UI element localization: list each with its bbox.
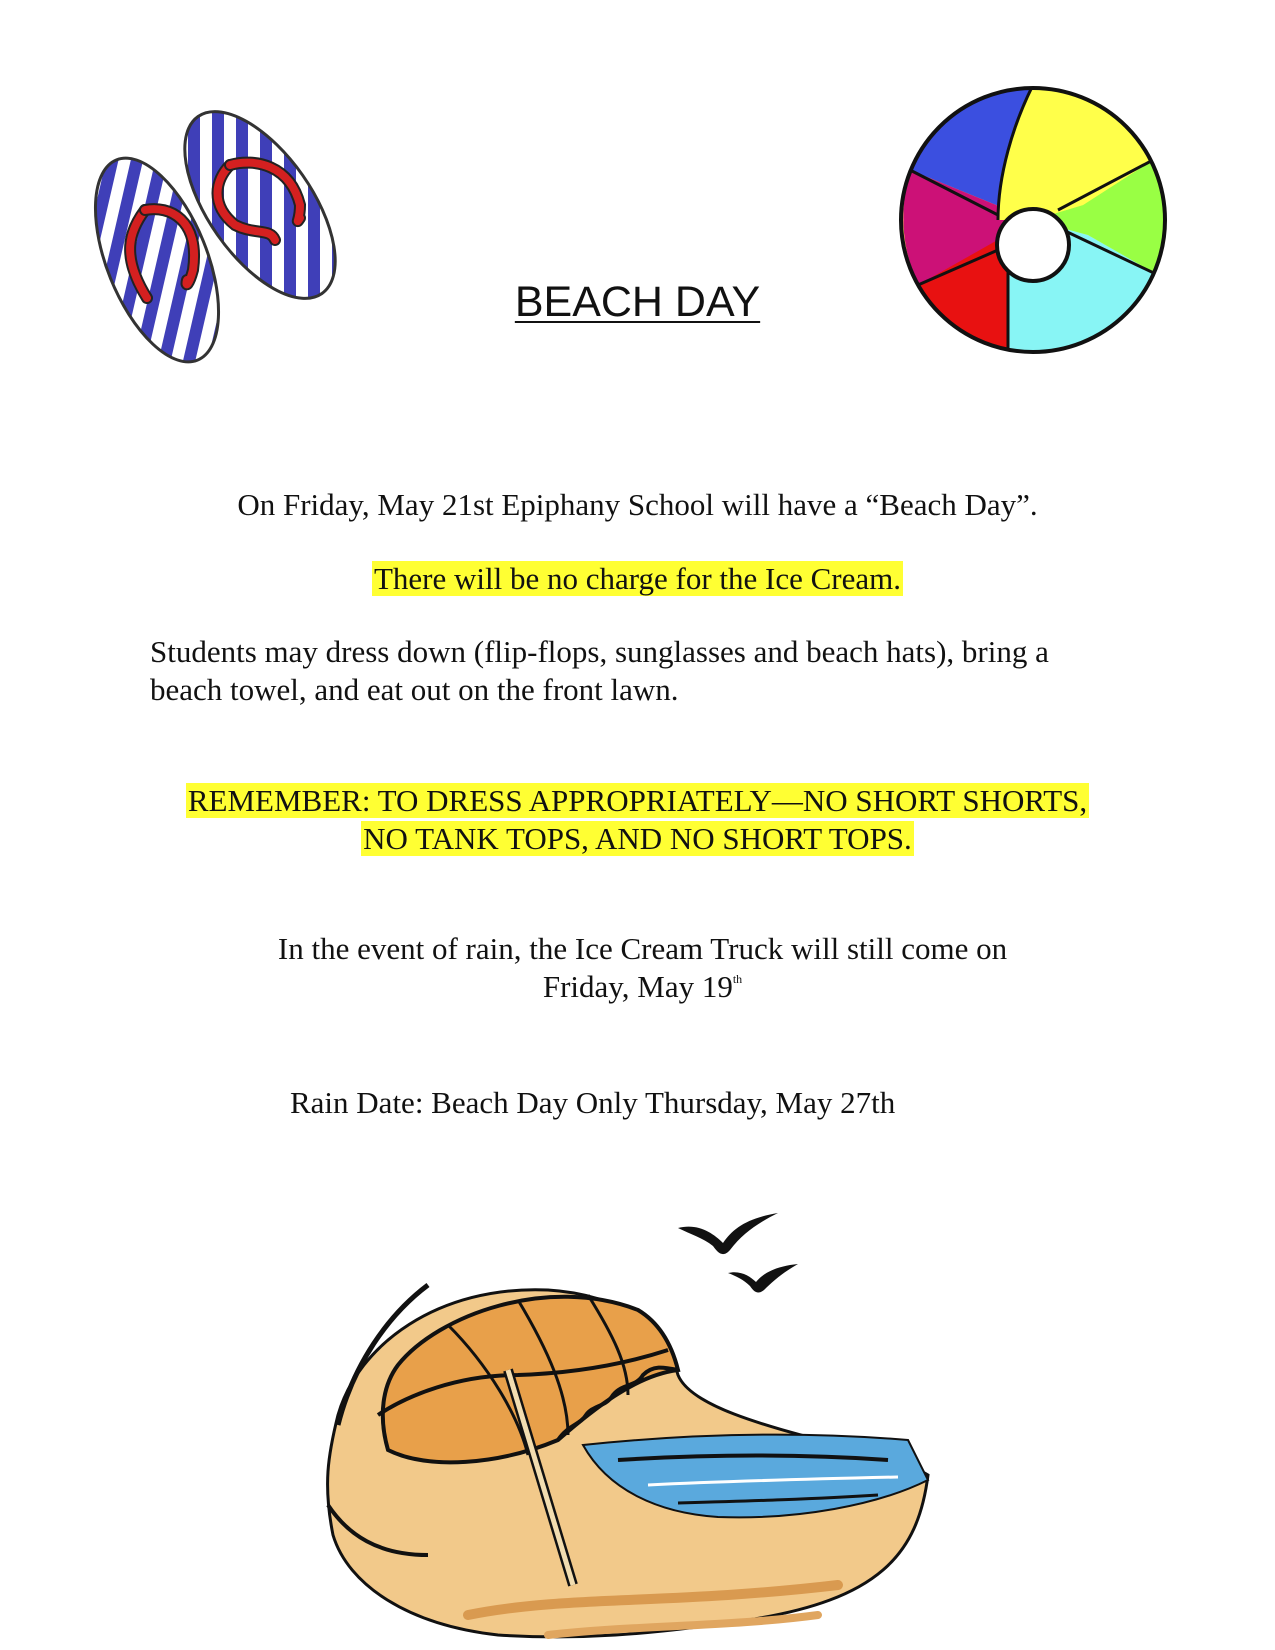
- dress-down-paragraph: [150, 633, 1150, 709]
- intro-line: [0, 486, 1275, 524]
- rain-date-suffix: th: [732, 972, 743, 986]
- page-title: BEACH DAY: [514, 278, 761, 326]
- remember-line-1: REMEMBER: TO DRESS APPROPRIATELY—NO SHORT SHORTS,: [187, 783, 1088, 818]
- rain-date-line: Rain Date: Beach Day Only Thursday, May 27th: [290, 1085, 896, 1120]
- ice-cream-line: [0, 560, 1275, 598]
- rain-line-2: [10, 968, 1275, 1006]
- rain-line-1: In the event of rain, the Ice Cream Truck will still come on: [277, 931, 1008, 966]
- flip-flops-icon: [85, 110, 360, 380]
- remember-paragraph: [145, 782, 1130, 858]
- dress-down-line-2: beach towel, and eat out on the front lawn.: [150, 672, 679, 707]
- remember-line-2: NO TANK TOPS, AND NO SHORT TOPS.: [363, 821, 912, 856]
- rain-paragraph: [0, 930, 1275, 1006]
- dress-down-line-1: Students may dress down (flip-flops, sunglasses and beach hats), bring a: [150, 634, 1049, 669]
- beach-umbrella-icon: [318, 1255, 938, 1645]
- seagull-icon: [668, 1198, 828, 1308]
- intro-text: On Friday, May 21st Epiphany School will have a “Beach Day”.: [237, 487, 1038, 522]
- ice-cream-highlight: There will be no charge for the Ice Cream.: [373, 561, 902, 596]
- rain-date-text: Friday, May 19: [542, 969, 733, 1004]
